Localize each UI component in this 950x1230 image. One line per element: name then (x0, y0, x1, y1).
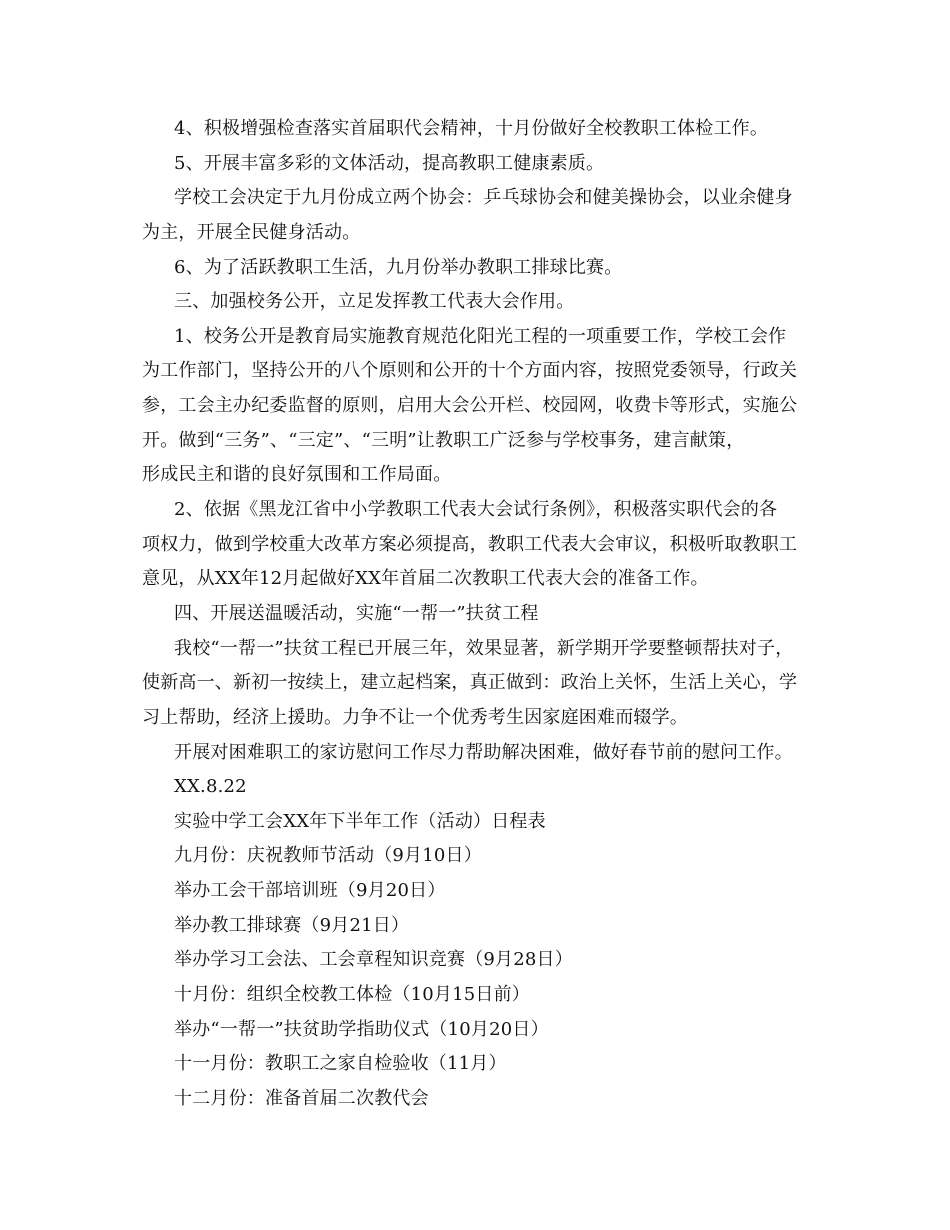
section-heading: 三、加强校务公开，立足发挥教工代表大会作用。 (174, 291, 575, 312)
schedule-item: 九月份：庆祝教师节活动（9月10日） (174, 845, 482, 866)
paragraph-line: 学校工会决定于九月份成立两个协会：乒乓球协会和健美操协会，以业余健身 (174, 187, 793, 208)
schedule-item: 举办教工排球赛（9月21日） (174, 915, 410, 936)
schedule-item: 十月份：组织全校教工体检（10月15日前） (174, 984, 531, 1005)
schedule-item: 举办“一帮一”扶贫助学指助仪式（10月20日） (174, 1019, 549, 1040)
schedule-item: 十一月份：教职工之家自检验收（11月） (174, 1053, 507, 1074)
paragraph-line: 5、开展丰富多彩的文体活动，提高教职工健康素质。 (174, 153, 605, 174)
schedule-item: 十二月份：准备首届二次教代会 (174, 1088, 429, 1109)
schedule-title: 实验中学工会XX年下半年工作（活动）日程表 (174, 811, 546, 832)
paragraph-line: 我校“一帮一”扶贫工程已开展三年，效果显著，新学期开学要整顿帮扶对子， (174, 638, 794, 659)
paragraph-line: 开。做到“三务”、“三定”、“三明”让教职工广泛参与学校事务，建言献策， (142, 430, 745, 451)
paragraph-line: 开展对困难职工的家访慰问工作尽力帮助解决困难，做好春节前的慰问工作。 (174, 742, 793, 763)
paragraph-line: 形成民主和谐的良好氛围和工作局面。 (142, 464, 452, 485)
schedule-item: 举办学习工会法、工会章程知识竞赛（9月28日） (174, 949, 573, 970)
paragraph-line: 2、依据《黑龙江省中小学教职工代表大会试行条例》，积极落实职代会的各 (174, 499, 778, 520)
paragraph-line: 项权力，做到学校重大改革方案必须提高，教职工代表大会审议，积极听取教职工 (142, 534, 798, 555)
schedule-item: 举办工会干部培训班（9月20日） (174, 880, 446, 901)
paragraph-line: 意见，从XX年12月起做好XX年首届二次教职工代表大会的准备工作。 (142, 568, 709, 589)
paragraph-line: 参，工会主办纪委监督的原则，启用大会公开栏、校园网，收费卡等形式，实施公 (142, 395, 798, 416)
paragraph-line: 使新高一、新初一按续上，建立起档案，真正做到：政治上关怀，生活上关心，学 (142, 672, 798, 693)
paragraph-line: 1、校务公开是教育局实施教育规范化阳光工程的一项重要工作，学校工会作 (174, 326, 787, 347)
paragraph-line: 6、为了活跃教职工生活，九月份举办教职工排球比赛。 (174, 257, 623, 278)
section-heading: 四、开展送温暖活动，实施“一帮一”扶贫工程 (174, 603, 539, 624)
paragraph-line: 为主，开展全民健身活动。 (142, 222, 361, 243)
paragraph-line: 4、积极增强检查落实首届职代会精神，十月份做好全校教职工体检工作。 (174, 118, 769, 139)
paragraph-line: 为工作部门，坚持公开的八个原则和公开的十个方面内容，按照党委领导，行政关 (142, 360, 798, 381)
paragraph-line: 习上帮助，经济上援助。力争不让一个优秀考生因家庭困难而辍学。 (142, 707, 688, 728)
date-line: XX.8.22 (174, 776, 247, 797)
